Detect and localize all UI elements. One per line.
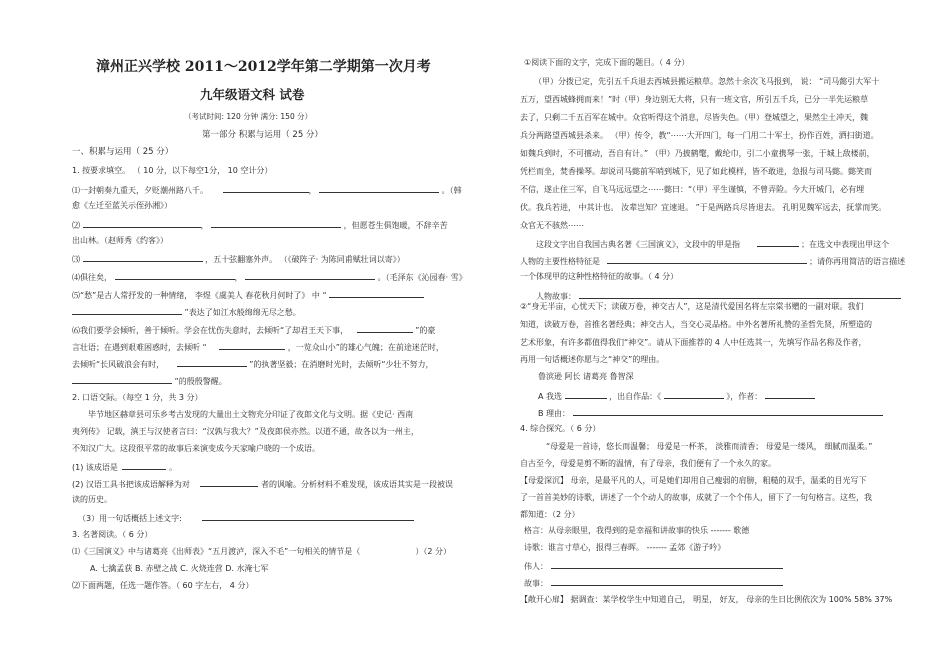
story-label: 人物故事： — [536, 292, 576, 301]
blank — [200, 478, 258, 487]
choice-b-label: B 理由： — [538, 409, 571, 418]
q1-5-tail: ”表达了如江水般绵绵无尽之愁。 — [184, 308, 301, 317]
q1-4-text: ⑷俱往矣， — [72, 273, 112, 282]
q3-1-text: ⑴《三国演义》中与诸葛亮《出师表》“五月渡泸，深入不毛”一句相关的情节是（ — [72, 547, 361, 556]
passage-line-9: 众官无不骇然⋯⋯ — [520, 221, 584, 230]
blank — [579, 290, 901, 299]
q4-line-4: 了一首首美妙的诗歌，讲述了一个个动人的故事，成就了一个个伟人，留下了一句句格言。这些，我 — [520, 493, 872, 502]
blank — [219, 341, 285, 350]
passage-line-3: 去了，只剩二千五百军在城中。众官听得这个消息，尽皆失色。（甲）登城望之，果然尘土冲天，魏 — [520, 113, 868, 122]
q1-6-text: ⑹我们要学会倾听，善于倾听。学会在忧伤失意时，去倾听“了却君王天下事， — [72, 326, 349, 335]
q1-1-tail: 。（韩 — [441, 186, 462, 195]
q1-2-tail: ，但愿苍生俱饱暖，不辞辛苦 — [343, 221, 448, 230]
question-2: 2. 口语交际。（每空 1 分，共 3 分） — [72, 393, 203, 402]
q1-6-text3: ，一览众山小”的雄心气魄；在前途迷茫时， — [287, 343, 444, 352]
q3-options: A. 七擒孟获 B. 赤壁之战 C. 火烧连营 D. 水淹七军 — [90, 564, 269, 573]
blank — [573, 407, 883, 416]
blank — [83, 253, 203, 262]
choice-a-author: 》，作者： — [726, 392, 763, 401]
q1-6-tail: ”的豪 — [415, 326, 436, 335]
q-famous-line-2: 知道，读破万卷，首推名著经典；神交古人，当交心灵品格。中外名著所礼赞的圣哲先贤，所塑造的 — [520, 320, 872, 329]
q1-4-tail: 。（毛泽东《沁园春· 雪》 — [377, 273, 467, 282]
q4-line-1: “母爱是一首诗，悠长而温馨； 母爱是一杯茶， 淡雅而清香； 母爱是一缕风， 细腻而温柔。” — [546, 442, 873, 451]
choice-a-label: A 我选 — [538, 392, 563, 401]
q4-great-person — [524, 560, 783, 572]
q4-line-2: 自古至今，母爱是剪不断的温情，有了母亲，我们便有了一个永久的家。 — [520, 459, 776, 468]
q1-2-text: ⑵ — [72, 221, 80, 230]
q2-2-text: (2) 汉语工具书把该成语解释为对 — [72, 480, 190, 489]
blank — [664, 390, 724, 399]
blank — [551, 577, 783, 586]
q1-6-text2: 言壮语；在遇到艰难困惑时，去倾听 “ — [72, 343, 207, 352]
reading-q-1 — [536, 238, 889, 250]
q1-3 — [72, 253, 405, 265]
blank — [329, 289, 424, 298]
q4-poem: 诗歌：谁言寸草心，报得三春晖。 ------- 孟郊《游子吟》 — [524, 543, 726, 552]
blank — [765, 390, 815, 399]
q2-1-tail: 。 — [168, 463, 177, 472]
q2-para-2: 夷列传》 记载，滇王与汉使者言曰：“汉孰与我大？”及夜郎侯亦然。以道不通，故各以为一州主， — [72, 427, 419, 436]
q1-3-text: ⑶ — [72, 255, 80, 264]
q1-6-text5: ”的执著坚毅；在消磨时光时，去倾听“少壮不努力， — [249, 360, 434, 369]
q4-survey: 【敞开心扉】 据调查：某学校学生中知道自己， 明星， 好友， 母亲的生日比例依次为 100% 58% 37% — [520, 595, 893, 604]
q1-2: ⑵ ， ，但愿苍生俱饱暖，不辞辛苦 — [72, 221, 448, 230]
q3-2: ⑵下面两题，任选一题作答。（ 60 字左右， 4 分） — [72, 581, 254, 590]
exam-title: 漳州正兴学校 2011～2012学年第二学期第一次月考 — [96, 59, 431, 75]
q4-line-5: 都知道：（2 分） — [520, 510, 580, 519]
q1-1-text: ⑴一封朝奏九重天，夕贬潮州路八千。 — [72, 186, 208, 195]
q4-motto: 格言：从母亲眼里，我得到的是幸福和讲故事的快乐 ------- 歌德 — [524, 526, 750, 535]
blank — [83, 219, 201, 228]
blank — [319, 184, 439, 193]
q1-2-source: 出山林。（赵师秀《约客》） — [72, 236, 168, 245]
q1-6-cont1 — [72, 341, 444, 353]
q1-5-cont — [72, 306, 301, 318]
q2-3 — [78, 512, 414, 524]
reading-q-1-tail: ；在选文中表现出甲这个 — [801, 240, 890, 249]
great-person-label: 伟人： — [524, 562, 548, 571]
q1-5 — [72, 289, 424, 301]
question-3: 3. 名著阅读。（ 6 分） — [72, 530, 153, 539]
blank — [607, 255, 807, 264]
blank — [211, 219, 341, 228]
blank — [72, 306, 182, 315]
q1-1: ⑴一封朝奏九重天，夕贬潮州路八千。 ， 。（韩 — [72, 186, 462, 195]
passage-line-5: 如魏兵到时，不可擅动，吾自有计。” （甲）乃披鹤氅，戴纶巾，引二小童携琴一张，于城上敌楼前， — [520, 149, 875, 158]
choice-a — [538, 390, 815, 402]
reading-prompt: ①阅读下面的文字，完成下面的题目。（ 4 分） — [524, 58, 690, 67]
q3-1 — [72, 547, 451, 557]
blank — [245, 271, 375, 280]
q-famous-line-1: ②“身无半亩，心忧天下；读破万卷，神交古人”，这是清代爱国名将左宗棠书赠的一副对联。我们 — [520, 302, 864, 311]
q-famous-line-4: 再用一句话概述你愿与之“神交”的理由。 — [520, 355, 665, 364]
section1-heading: 一、积累与运用（ 25 分） — [72, 147, 174, 157]
exam-subtitle: 九年级语文科 试卷 — [200, 87, 305, 102]
q4-line-3: 【母爱深沉】 母亲，是最平凡的人，可是她们却用自己瘦弱的肩膀，粗糙的双手，温柔的目光写下 — [520, 476, 867, 485]
blank — [757, 238, 799, 247]
q2-2-cont: 读的历史。 — [72, 495, 112, 504]
q2-2 — [72, 478, 453, 490]
q1-3-tail: ，五十弦翻塞外声。 （《破阵子· 为陈同甫赋壮词以寄》） — [205, 255, 405, 264]
passage-line-1: （甲）分拨已定，先引五千兵退去西城县搬运粮草。忽然十余次飞马报到， 说： “司马懿引大军十 — [534, 77, 880, 86]
passage-line-8: 伏。我兵若进， 中其计也。 汝辈岂知？宜速退。 ”于是两路兵尽皆退去。 孔明见魏军远去，抚掌而笑。 — [520, 203, 887, 212]
q1-4: ⑷俱往矣， ， 。（毛泽东《沁园春· 雪》 — [72, 273, 467, 282]
passage-line-6: 凭栏而坐，焚香操琴。却说司马懿前军哨到城下，见了如此模样，皆不敢进，急报与司马懿。懿笑而 — [520, 167, 872, 176]
reading-q-2 — [520, 255, 905, 267]
q-famous-line-3: 艺术形象，有许多都值得我们“神交”。请从下面推荐的 4 人中任选其一，先填写作品名称及作者， — [520, 338, 867, 347]
passage-line-4: 兵分两路望西城县杀来。 （甲）传令，教“⋯⋯大开四门，每一门用二十军士，扮作百姓，洒扫街道。 — [520, 131, 879, 140]
q2-1 — [72, 461, 177, 473]
q1-1-source: 愈《左迁至蓝关示侄孙湘》） — [72, 201, 172, 210]
reading-q-2-text: 人物的主要性格特征是 — [520, 257, 600, 266]
question-4: 4. 综合探究。（ 6 分） — [520, 424, 601, 433]
blank — [202, 512, 414, 521]
q2-2-tail: 者的讽喻。分析材料不难发现，该成语其实是一段被误 — [260, 480, 453, 489]
reading-q-1-text: 这段文字出自我国古典名著《三国演义》，文段中的甲是指 — [536, 240, 740, 249]
q1-6-cont2 — [72, 358, 434, 370]
blank — [122, 461, 166, 470]
passage-line-2: 五万，望西城蜂拥而来！”时（甲）身边别无大将，只有一班文官，所引五千兵，已分一半先运粮草 — [520, 95, 869, 104]
choice-b — [538, 407, 883, 419]
q2-para-3: 不知汉广大。这段很平常的故事后来演变成今天家喻户晓的一个成语。 — [72, 444, 320, 453]
q1-6-cont3 — [72, 375, 227, 387]
q1-5-text: ⑸“愁”是古人常抒发的一种情绪， 李煜《虞美人 春花秋月何时了》 中 “ — [72, 291, 327, 300]
character-options: 鲁滨逊 阿长 诸葛亮 鲁智深 — [538, 372, 634, 381]
reading-q-3: 一个体现甲的这种性格特征的故事。（ 4 分） — [520, 272, 679, 281]
q1-6 — [72, 324, 435, 336]
exam-info: （考试时间: 120 分钟 满分: 150 分） — [184, 112, 313, 121]
part1-heading: 第一部分 积累与运用（ 25 分） — [202, 130, 323, 140]
blank — [115, 271, 235, 280]
blank — [565, 390, 607, 399]
passage-line-7: 不信，遂止住三军，自飞马远远望之⋯⋯懿曰：“（甲）平生谨慎，不曾弄险。今大开城门，必有埋 — [520, 185, 865, 194]
question-1: 1. 按要求填空。 （ 10 分，以下每空1分， 10 空计分） — [72, 166, 273, 175]
q2-3-text: （3）用一句话概括上述文字: — [78, 514, 182, 523]
choice-a-work: ，出自作品：《 — [609, 392, 662, 401]
reading-q-2-tail: ；请你再用简洁的语言描述 — [809, 257, 906, 266]
blank — [177, 358, 247, 367]
q2-1-text: (1) 该成语是 — [72, 463, 118, 472]
story-line — [536, 290, 901, 302]
blank — [72, 375, 172, 384]
story-label-2: 故事： — [524, 579, 548, 588]
q1-6-text4: 去倾听“长风破浪会有时， — [72, 360, 165, 369]
q4-story — [524, 577, 783, 589]
q2-para-1: 毕节地区赫章县可乐乡考古发现的大量出土文物充分印证了夜郎文化与文明。据《史记· 西南 — [88, 410, 414, 419]
q3-1-tail: ）（2 分） — [415, 547, 452, 556]
blank — [551, 560, 783, 569]
blank — [223, 184, 309, 193]
q1-6-text6: ”的殷殷警醒。 — [174, 377, 227, 386]
blank — [357, 324, 413, 333]
